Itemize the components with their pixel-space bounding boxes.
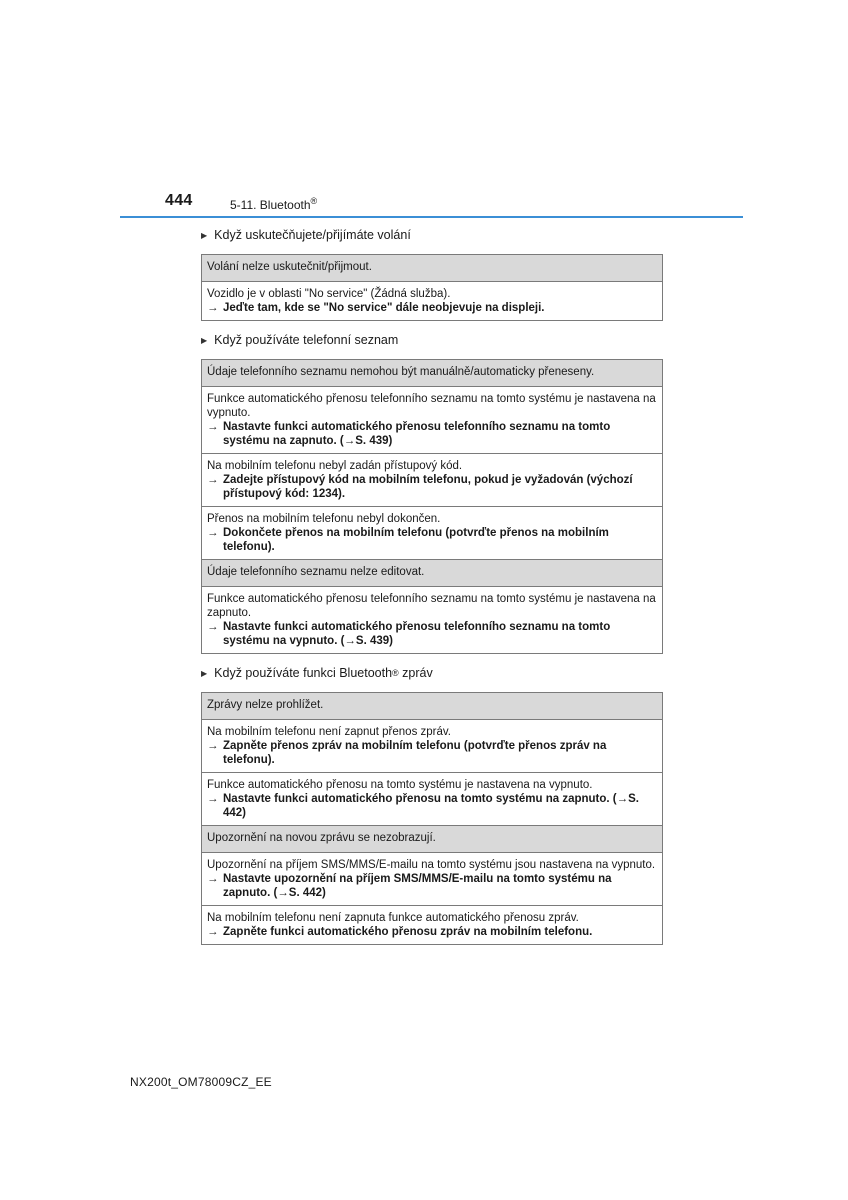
section-title-text: 5-11. Bluetooth (230, 198, 311, 212)
cause-text: Na mobilním telefonu není zapnuta funkce automatického přenosu zpráv. (207, 912, 579, 924)
cause-text: Na mobilním telefonu není zapnut přenos zpráv. (207, 726, 451, 738)
right-arrow-icon: → (207, 873, 219, 885)
main-content (200, 226, 663, 955)
right-arrow-icon: → (207, 421, 219, 433)
cause-solution-cell (202, 906, 663, 945)
solution (207, 739, 657, 767)
right-arrow-icon: → (207, 926, 219, 938)
problem-category: Upozornění na novou zprávu se nezobrazují. (202, 826, 663, 853)
right-arrow-icon: → (207, 621, 219, 633)
solution (207, 473, 657, 501)
solution (207, 301, 657, 315)
right-arrow-icon: → (207, 302, 219, 314)
problem-category-row (202, 693, 663, 720)
problem-category-row (202, 560, 663, 587)
solution (207, 872, 657, 900)
cause-solution-row (202, 906, 663, 945)
subsection-heading (201, 226, 663, 244)
problem-category: Volání nelze uskutečnit/přijmout. (202, 255, 663, 282)
cause-text: Upozornění na příjem SMS/MMS/E-mailu na tomto systému jsou nastavena na vypnuto. (207, 859, 656, 871)
solution-text: Zadejte přístupový kód na mobilním telefonu, pokud je vyžadován (výchozí přístupový kód: 1234). (223, 474, 633, 500)
subsection-heading-suffix: zpráv (398, 666, 433, 680)
problem-category: Údaje telefonního seznamu nelze editovat. (202, 560, 663, 587)
cause-solution-row (202, 720, 663, 773)
cause-solution-row (202, 454, 663, 507)
cause-text: Přenos na mobilním telefonu nebyl dokončen. (207, 513, 441, 525)
solution-text: Nastavte funkci automatického přenosu na tomto systému na zapnuto. (→S. 442) (223, 793, 639, 819)
cause-solution-row (202, 587, 663, 654)
solution (207, 792, 657, 820)
page-number: 444 (165, 192, 193, 209)
solution-text: Jeďte tam, kde se "No service" dále neobjevuje na displeji. (223, 302, 545, 314)
cause-solution-row (202, 387, 663, 454)
solution-text: Nastavte funkci automatického přenosu telefonního seznamu na tomto systému na zapnuto. (→S. 439) (223, 421, 611, 447)
troubleshooting-table (201, 359, 663, 654)
subsection-heading (201, 664, 663, 682)
triangle-right-icon: ▶ (201, 230, 208, 240)
problem-category-row (202, 360, 663, 387)
problem-category: Údaje telefonního seznamu nemohou být manuálně/automaticky přeneseny. (202, 360, 663, 387)
subsection-heading (201, 331, 663, 349)
right-arrow-icon: → (207, 527, 219, 539)
cause-solution-cell (202, 773, 663, 826)
subsection-heading-text: Když používáte telefonní seznam (214, 333, 399, 347)
cause-solution-row (202, 773, 663, 826)
cause-solution-cell (202, 720, 663, 773)
triangle-right-icon: ▶ (201, 668, 208, 678)
cause-text: Na mobilním telefonu nebyl zadán přístupový kód. (207, 460, 463, 472)
solution (207, 420, 657, 448)
troubleshooting-table (201, 254, 663, 321)
registered-mark: ® (392, 668, 399, 678)
problem-category-row (202, 255, 663, 282)
cause-solution-cell (202, 507, 663, 560)
right-arrow-icon: → (207, 740, 219, 752)
header-rule (120, 216, 743, 218)
problem-category-row (202, 826, 663, 853)
subsection-heading-text: Když používáte funkci Bluetooth (214, 666, 393, 680)
solution (207, 925, 657, 939)
cause-text: Funkce automatického přenosu na tomto systému je nastavena na vypnuto. (207, 779, 593, 791)
cause-solution-cell (202, 587, 663, 654)
solution-text: Nastavte funkci automatického přenosu telefonního seznamu na tomto systému na vypnuto. (→S. 439) (223, 621, 611, 647)
page-header (0, 190, 848, 220)
cause-solution-row (202, 507, 663, 560)
cause-solution-row (202, 853, 663, 906)
cause-solution-cell (202, 454, 663, 507)
solution-text: Nastavte upozornění na příjem SMS/MMS/E-mailu na tomto systému na zapnuto. (→S. 442) (223, 873, 612, 899)
cause-solution-row (202, 282, 663, 321)
right-arrow-icon: → (207, 474, 219, 486)
cause-solution-cell (202, 387, 663, 454)
cause-text: Funkce automatického přenosu telefonního seznamu na tomto systému je nastavena na zapnuto. (207, 593, 656, 619)
right-arrow-icon: → (207, 793, 219, 805)
troubleshooting-table (201, 692, 663, 945)
subsection-heading-text: Když uskutečňujete/přijímáte volání (214, 228, 411, 242)
cause-solution-cell (202, 853, 663, 906)
solution-text: Zapněte funkci automatického přenosu zpráv na mobilním telefonu. (223, 926, 593, 938)
document-code: NX200t_OM78009CZ_EE (130, 1075, 272, 1089)
solution (207, 526, 657, 554)
triangle-right-icon: ▶ (201, 335, 208, 345)
registered-mark: ® (310, 196, 318, 206)
solution-text: Dokončete přenos na mobilním telefonu (potvrďte přenos na mobilním telefonu). (223, 527, 609, 553)
cause-text: Vozidlo je v oblasti "No service" (Žádná služba). (207, 288, 451, 300)
cause-text: Funkce automatického přenosu telefonního seznamu na tomto systému je nastavena na vypnuto. (207, 393, 656, 419)
section-title (230, 196, 317, 212)
solution (207, 620, 657, 648)
problem-category: Zprávy nelze prohlížet. (202, 693, 663, 720)
solution-text: Zapněte přenos zpráv na mobilním telefonu (potvrďte přenos zpráv na telefonu). (223, 740, 607, 766)
cause-solution-cell (202, 282, 663, 321)
